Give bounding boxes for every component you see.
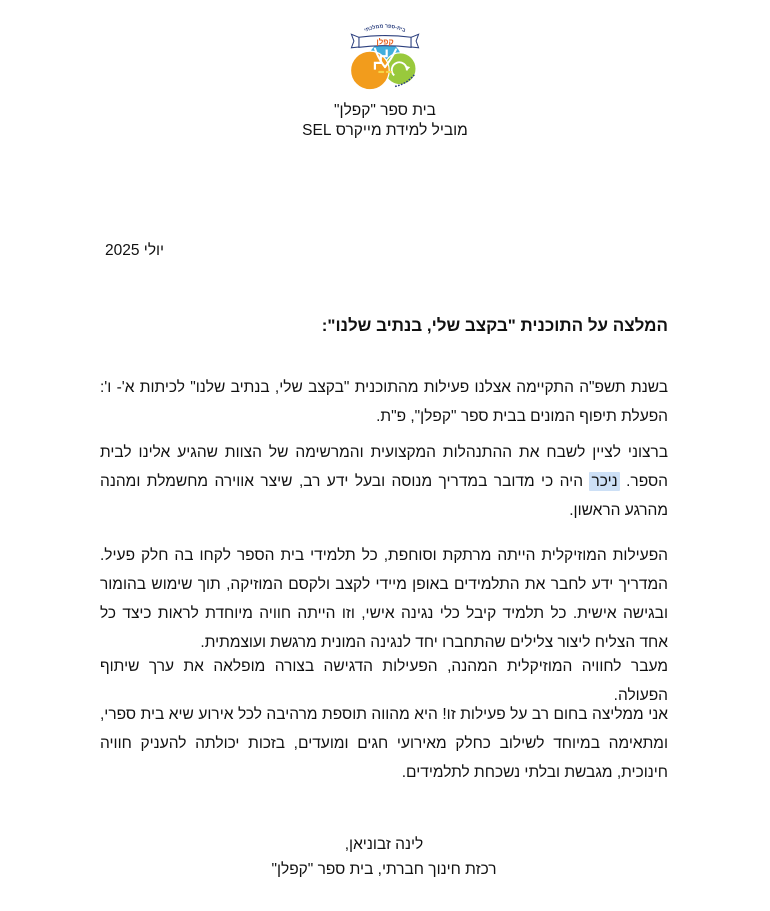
- date-line: יולי 2025: [105, 242, 165, 259]
- paragraph-text: היה כי מדובר במדריך מנוסה ובעל ידע רב, שיצר אווירה מחשמלת ומהנה מהרגע הראשון.: [100, 472, 668, 519]
- document-title: המלצה על התוכנית "בקצב שלי, בנתיב שלנו":: [321, 316, 668, 335]
- signature-block: [100, 832, 668, 882]
- signature-role: רכזת חינוך חברתי, בית ספר "קפלן": [271, 861, 497, 878]
- paragraph-recommendation: אני ממליצה בחום רב על פעילות זו! היא מהווה תוספת מרהיבה לכל אירוע שיא בית ספרי, ומתאימה במיוחד לשילוב כחלק מאירועי חגים ומועדים, בזכות יכולתה להעניק חוויה חינוכית, מגבשת ובלתי נשכחת לתלמידים.: [100, 705, 668, 781]
- school-logo: [343, 15, 427, 99]
- logo-arc-text: בית-ספר ממלכתי: [363, 23, 407, 34]
- paragraph-cooperation-value: מעבר לחוויה המוזיקלית המהנה, הפעילות הדגישה בצורה מופלאה את ערך שיתוף הפעולה.: [100, 657, 668, 704]
- signature-name: לינה זבוניאן,: [344, 836, 424, 853]
- school-subtitle: מוביל למידת מייקרס SEL: [302, 122, 468, 139]
- school-logo-svg: [343, 15, 427, 99]
- logo-banner-text: קפלן: [376, 37, 394, 47]
- paragraph-activity-description: הפעילות המוזיקלית הייתה מרתקת וסוחפת, כל תלמידי בית הספר לקחו בה חלק פעיל. המדריך ידע לחבר את התלמידים באופן מיידי לקצב ולקסם המוזיקה, תוך שימוש בהומור ובגישה אישית. כל תלמיד קיבל כלי נגינה אישי, וזו הייתה חוויה מיוחדת לראות כיצד כל אחד הצליח ליצור צלילים שהתחברו יחד לנגינה המונית מרגשת ועוצמתית.: [100, 546, 668, 651]
- paragraph-intro: בשנת תשפ"ה התקיימה אצלנו פעילות מהתוכנית "בקצב שלי, בנתיב שלנו" לכיתות א'- ו': הפעלת תיפוף המונים בבית ספר "קפלן", פ"ת.: [100, 378, 668, 425]
- school-name: בית ספר "קפלן": [334, 102, 436, 119]
- paragraph-staff-praise: [100, 438, 668, 525]
- paragraph-text: ברצוני לציין לשבח את ההתנהלות המקצועית והמרשימה של הצוות שהגיע אלינו לבית הספר.: [100, 443, 668, 490]
- micro-text-marks: [378, 71, 384, 73]
- highlighted-word[interactable]: ניכר: [591, 472, 618, 490]
